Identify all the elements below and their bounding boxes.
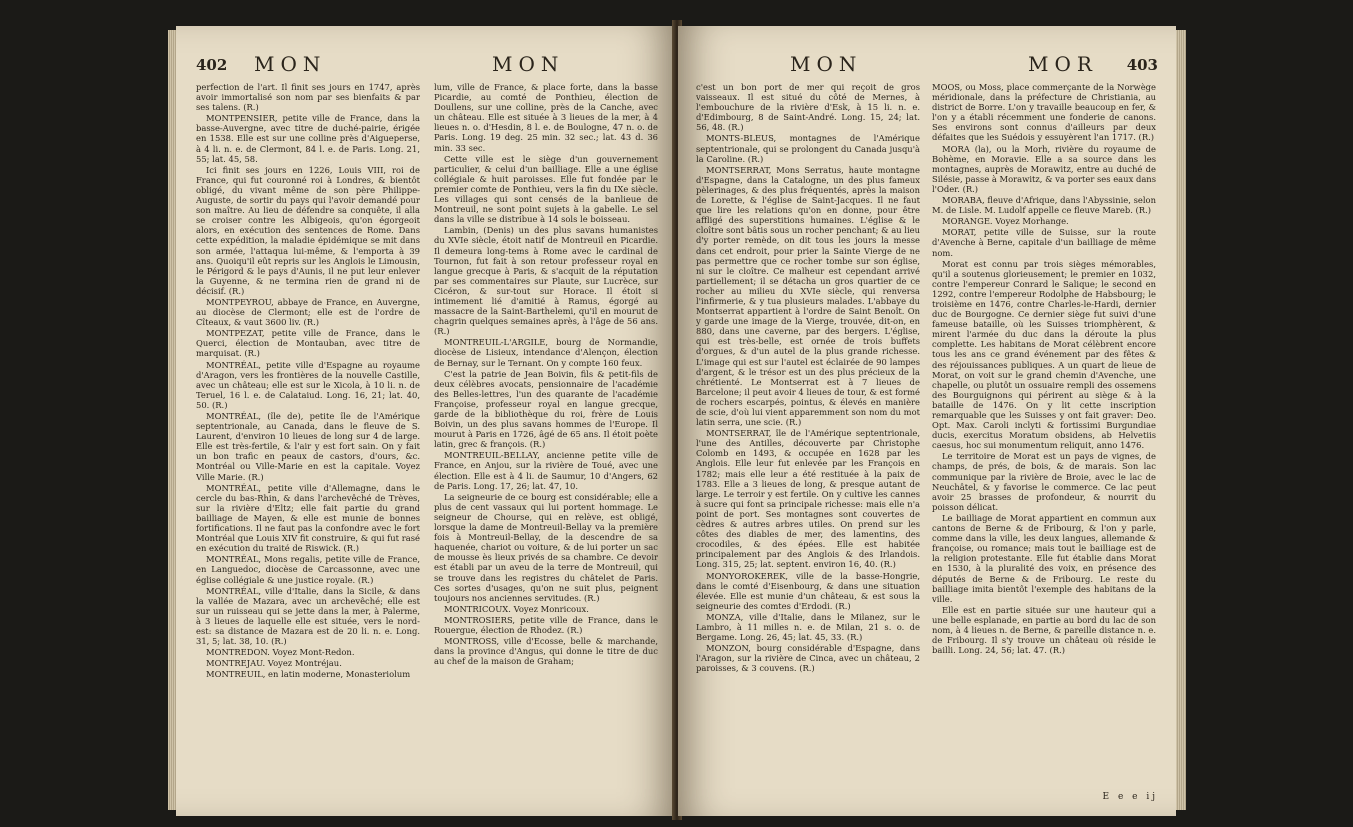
- text-paragraph: MONTSERRAT, île de l'Amérique septentrionale, l'une des Antilles, découverte par Christophe Colomb en 1493, & occupée en 1628 par les Anglois. Elle leur fut enlevée par les François en 1782; mais elle leur a été restituée à la paix de 1783. Elle a 3 lieues de long, & presque autant de large. Le terroir y est fertile. On y cultive les cannes à sucre qui font sa principale richesse: mais elle n'a point de port. Ses montagnes sont couvertes de cèdres & autres arbres utiles. On prend sur les côtes des diables de mer, des lamentins, des crocodiles, & des épées. Elle est habitée principalement par des Anglois & des Irlandois. Long. 315, 25; lat. septent. environ 16, 40. (R.): [696, 428, 920, 570]
- text-paragraph: MONTRÉAL, Mons regalis, petite ville de France, en Languedoc, diocèse de Carcassonne, avec une église collégiale & une justice royale. (R.): [196, 554, 420, 585]
- text-paragraph: MONTRÉAL, petite ville d'Espagne au royaume d'Aragon, vers les frontières de la nouvelle Castille, avec un château; elle est sur le Xicola, à 10 li. n. de Teruel, 16 l. e. de Calataiud. Long. 16, 21; lat. 40, 50. (R.): [196, 359, 420, 410]
- text-paragraph: MONTRÉAL, petite ville d'Allemagne, dans le cercle du bas-Rhin, & dans l'archevêché de Trèves, sur la rivière d'Eltz; elle fait partie du grand bailliage de Mayen, & elle est munie de bonnes fortifications. Il ne faut pas la confondre avec le fort Montréal que Louis XIV fit construire, & qui fut rasé en exécution du traité de Riswick. (R.): [196, 482, 420, 554]
- text-paragraph: MONTROSS, ville d'Ecosse, belle & marchande, dans la province d'Angus, qui donne le titre de duc au chef de la maison de Graham;: [434, 636, 658, 667]
- right-page-header: [678, 48, 1176, 78]
- text-paragraph: MONTREDON. Voyez Mont-Redon.: [206, 647, 355, 658]
- text-paragraph: Elle est en partie située sur une hauteur qui a une belle esplanade, en partie au bord du lac de son nom, à 4 lieues n. de Berne, & pareille distance n. e. de Fribourg. Il s'y trouve un château où réside le bailli. Long. 24, 56; lat. 47. (R.): [932, 604, 1156, 656]
- right-page-number: 403: [1126, 56, 1158, 74]
- text-paragraph: MONZON, bourg considérable d'Espagne, dans l'Aragon, sur la rivière de Cinca, avec un château, 2 paroisses, & 3 couvens. (R.): [696, 643, 920, 674]
- text-paragraph: MORANGE. Voyez Morhange.: [942, 216, 1069, 227]
- text-paragraph: MORABA, fleuve d'Afrique, dans l'Abyssinie, selon M. de Lisle. M. Ludolf appelle ce fleuve Mareb. (R.): [932, 195, 1156, 216]
- text-paragraph: MONTSERRAT, Mons Serratus, haute montagne d'Espagne, dans la Catalogne, un des plus fameux pèlerinages, & des plus fréquentés, après la maison de Lorette, & l'église de Saint-Jacques. Il ne faut que lire les relations qu'on en donne, pour être affligé des superstitions humaines. L'église & le cloître sont bâtis sous un rocher penchant; & au lieu d'y porter remède, on dit tous les jours la messe dans cet endroit, pour prier la Sainte Vierge de ne pas permettre que ce rocher tombe sur son église, ni sur le cloître. Ce malheur est cependant arrivé partiellement; il se détacha un gros quartier de ce rocher au milieu du XVIe siècle, qui renversa l'infirmerie, & y tua plusieurs malades. L'abbaye du Montserrat appartient à l'ordre de Saint Benoît. On y garde une image de la Vierge, trouvée, dit-on, en 880, dans une caverne, par des bergers. L'église, qui est très-belle, est ornée de trois buffets d'orgues, & d'un autel de la plus grande richesse. L'image qui est sur l'autel est éclairée de 90 lampes d'argent, & le trésor est un des plus précieux de la chrétienté. Le Montserrat est à 7 lieues de Barcelone; il peut avoir 4 lieues de tour, & est formé de rochers escarpés, pointus, & élevés en manière de scie, d'où lui vient apparemment son nom du mot latin serra, une scie. (R.): [696, 164, 920, 428]
- text-paragraph: perfection de l'art. Il finit ses jours en 1747, après avoir immortalisé son nom par ses bienfaits & par ses talens. (R.): [196, 82, 420, 113]
- text-paragraph: Cette ville est le siège d'un gouvernement particulier, & celui d'un bailliage. Elle a une église collégiale & huit paroisses. Elle fut fondée par le premier comte de Ponthieu, vers la fin du IXe siècle. Les villages qui sont censés de la banlieue de Montreuil, ne sont point sujets à la gabelle. Le sel dans la ville se distribue à 14 sols le boisseau.: [434, 153, 658, 225]
- text-paragraph: MONTROSIERS, petite ville de France, dans le Rouergue, élection de Rhodez. (R.): [434, 614, 658, 635]
- right-column-2: [932, 82, 1156, 807]
- text-paragraph: MONTS-BLEUS, montagnes de l'Amérique septentrionale, qui se prolongent du Canada jusqu'à la Caroline. (R.): [696, 133, 920, 164]
- text-paragraph: MONTRICOUX. Voyez Monricoux.: [444, 603, 589, 614]
- left-column-2: [434, 82, 658, 807]
- left-page-header: [176, 48, 674, 78]
- text-paragraph: MONTREUIL-L'ARGILE, bourg de Normandie, diocèse de Lisieux, intendance d'Alençon, élection de Bernay, sur le Ternant. On y compte 160 feux.: [434, 337, 658, 368]
- text-paragraph: Lambin, (Denis) un des plus savans humanistes du XVIe siècle, étoit natif de Montreuil en Picardie. Il demeura long-tems à Rome avec le cardinal de Tournon, fut fait à son retour professeur royal en langue grecque à Paris, & s'acquit de la réputation par ses commentaires sur Plaute, sur Lucrèce, sur Cicéron, & sur-tout sur Horace. Il étoit si intimement lié d'amitié à Ramus, égorgé au massacre de la Saint-Barthelemi, qu'il en mourut de chagrin quelques semaines après, à l'âge de 56 ans. (R.): [434, 225, 658, 337]
- text-paragraph: MORAT, petite ville de Suisse, sur la route d'Avenche à Berne, capitale d'un bailliage de même nom.: [932, 227, 1156, 258]
- text-paragraph: Le bailliage de Morat appartient en commun aux cantons de Berne & de Fribourg, & l'on y parle, comme dans la ville, les deux langues, allemande & françoise, ou romance; mais tout le bailliage est de la religion protestante. Elle fut établie dans Morat en 1530, à la pluralité des voix, en présence des députés de Berne & de Fribourg. Le reste du bailliage imita bientôt l'exemple des habitans de la ville.: [932, 512, 1156, 604]
- left-column-1: [196, 82, 420, 807]
- text-paragraph: MORA (la), ou la Morh, rivière du royaume de Bohème, en Moravie. Elle a sa source dans les montagnes, auprès de Morawitz, entre au duché de Silésie, passe à Morawitz, & va porter ses eaux dans l'Oder. (R.): [932, 143, 1156, 194]
- text-paragraph: La seigneurie de ce bourg est considérable; elle a plus de cent vassaux qui lui portent hommage. Le seigneur de Chourse, qui en relève, est obligé, lorsque la dame de Montreuil-Bellay va la première fois à Montreuil-Bellay, de la descendre de sa haquenée, chariot ou voiture, & de lui porter un sac de mousse ès lieux privés de sa chambre. Ce devoir est établi par un aveu de la terre de Montreuil, qui se trouve dans les registres du châtelet de Paris. Ces sortes d'usages, qu'on ne suit plus, peignent toujours nos anciennes servitudes. (R.): [434, 491, 658, 603]
- left-running-head-1: MON: [254, 52, 327, 76]
- text-paragraph: MONTREUIL, en latin moderne, Monasteriolum: [206, 669, 411, 680]
- right-page: [678, 26, 1176, 816]
- text-paragraph: MONTPEZAT, petite ville de France, dans le Querci, élection de Montauban, avec titre de marquisat. (R.): [196, 328, 420, 359]
- text-paragraph: MONTPEYROU, abbaye de France, en Auvergne, au diocèse de Clermont; elle est de l'ordre de Cîteaux, & vaut 3600 liv. (R.): [196, 296, 420, 328]
- left-page: [176, 26, 674, 816]
- right-running-head-2: MOR: [1028, 52, 1098, 76]
- text-paragraph: lum, ville de France, & place forte, dans la basse Picardie, au comté de Ponthieu, élection de Doullens, sur une colline, près de la Canche, avec un château. Elle est située à 3 lieues de la mer, à 4 lieues n. o. d'Hesdin, 8 l. e. de Boulogne, 47 n. o. de Paris. Long. 19 deg. 25 min. 32 sec.; lat. 43 d. 36 min. 33 sec.: [434, 82, 658, 153]
- text-paragraph: MONZA, ville d'Italie, dans le Milanez, sur le Lambro, à 11 milles n. e. de Milan, 21 s. o. de Bergame. Long. 26, 45; lat. 45, 33. (R.): [696, 611, 920, 643]
- catchword: E e e ij: [1102, 792, 1158, 802]
- text-paragraph: MONYOROKEREK, ville de la basse-Hongrie, dans le comté d'Eisenbourg, & dans une situation élevée. Elle est munie d'un château, & est sous la seigneurie des comtes d'Erdodi. (R.): [696, 570, 920, 611]
- text-paragraph: MONTRÉAL, ville d'Italie, dans la Sicile, & dans la vallée de Mazara, avec un archevêché; elle est sur un ruisseau qui se jette dans la mer, à Palerme, à 3 lieues de laquelle elle est située, vers le nord-est: sa distance de Mazara est de 20 li. n. e. Long. 31, 5; lat. 38, 10. (R.): [196, 585, 420, 647]
- text-paragraph: MONTPENSIER, petite ville de France, dans la basse-Auvergne, avec titre de duché-pairie, érigée en 1538. Elle est sur une colline près d'Aigueperse, à 4 li. n. e. de Clermont, 84 l. e. de Paris. Long. 21, 55; lat. 45, 58.: [196, 113, 420, 164]
- text-paragraph: c'est un bon port de mer qui reçoit de gros vaisseaux. Il est situé du côté de Mernes, à l'embouchure de la rivière d'Esk, à 15 li. n. e. d'Edimbourg, 8 de Saint-André. Long. 15, 24; lat. 56, 48. (R.): [696, 82, 920, 133]
- text-paragraph: MONTREUIL-BELLAY, ancienne petite ville de France, en Anjou, sur la rivière de Toué, avec une élection. Elle est à 4 li. de Saumur, 10 d'Angers, 62 de Paris. Long. 17, 26; lat. 47, 10.: [434, 450, 658, 491]
- left-running-head-2: MON: [492, 52, 565, 76]
- text-paragraph: Morat est connu par trois sièges mémorables, qu'il a soutenus glorieusement; le premier en 1032, contre l'empereur Conrard le Salique; le second en 1292, contre l'empereur Rodolphe de Habsbourg; le troisième en 1476, contre Charles-le-Hardi, dernier duc de Bourgogne. Ce dernier siège fut suivi d'une fameuse bataille, où les Suisses triomphèrent, & mirent l'armée du duc dans la déroute la plus complette. Les habitans de Morat célèbrent encore tous les ans ce grand événement par des fêtes & des réjouissances publiques. A un quart de lieue de Morat, on voit sur le grand chemin d'Avenche, une chapelle, ou plutôt un ossuaire rempli des ossemens des Bourguignons qui périrent au siège & à la bataille de 1476. On y lit cette inscription remarquable que les Suisses y ont fait graver: Deo. Opt. Max. Caroli inclyti & fortissimi Burgundiae ducis, exercitus Moratum obsidens, ab Helvetiis caesus, hoc sui monumentum reliquit, anno 1476.: [932, 258, 1156, 451]
- open-book: [176, 20, 1176, 820]
- text-paragraph: Ici finit ses jours en 1226, Louis VIII, roi de France, qui fut couronné roi à Londres, & bientôt obligé, du vivant même de son père Philippe-Auguste, de sortir du pays qui l'avoir demandé pour son maître. Au lieu de défendre sa conquête, il alla se croiser contre les Albigeois, qu'on égorgeoit alors, en exécution des sentences de Rome. Dans cette expédition, la maladie épidémique se mit dans son armée, l'attaqua lui-même, & l'emporta à 39 ans. Quoiqu'il eût repris sur les Anglois le Limousin, le Périgord & le pays d'Aunis, il ne put leur enlever la Guyenne, & ne termina rien de grand ni de décisif. (R.): [196, 164, 420, 296]
- text-paragraph: MONTRÉAL, (île de), petite île de l'Amérique septentrionale, au Canada, dans le fleuve de S. Laurent, d'environ 10 lieues de long sur 4 de large. Elle est très-fertile, & l'air y est fort sain. On y fait un bon trafic en peaux de castors, d'ours, &c. Montréal ou Ville-Marie en est la capitale. Voyez Ville Marie. (R.): [196, 411, 420, 482]
- text-paragraph: Le territoire de Morat est un pays de vignes, de champs, de prés, de bois, & de marais. Son lac communique par la rivière de Broie, avec le lac de Neuchâtel, & y favorise le commerce. Ce lac peut avoir 25 brasses de profondeur, & nourrit du poisson délicat.: [932, 451, 1156, 512]
- page-edges-right: [1176, 30, 1186, 810]
- left-page-number: 402: [196, 56, 228, 74]
- text-paragraph: MOOS, ou Moss, place commerçante de la Norwège méridionale, dans la préfecture de Christiania, au district de Borre. L'on y travaille beaucoup en fer, & l'on y a établi récemment une fonderie de canons. Ses environs sont connus d'ailleurs par deux défaites que les Suédois y essuyèrent l'an 1717. (R.): [932, 82, 1156, 143]
- right-running-head-1: MON: [790, 52, 863, 76]
- right-column-1: [696, 82, 920, 807]
- text-paragraph: MONTREJAU. Voyez Montréjau.: [206, 658, 342, 669]
- text-paragraph: C'est la patrie de Jean Boivin, fils & petit-fils de deux célèbres avocats, pensionnaire de l'académie des Belles-lettres, l'un des quarante de l'académie Françoise, professeur royal en langue grecque, garde de la bibliothèque du roi, frère de Louis Boivin, un des plus savans hommes de l'Europe. Il mourut à Paris en 1726, âgé de 65 ans. Il étoit poète latin, grec & françois. (R.): [434, 368, 658, 450]
